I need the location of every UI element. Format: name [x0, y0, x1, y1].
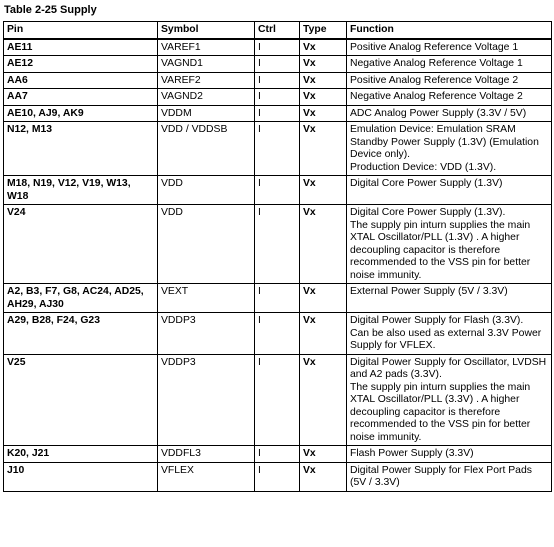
function-text: Digital Core Power Supply (1.3V) — [350, 178, 503, 189]
symbol-cell: VDDP3 — [158, 354, 255, 446]
ctrl-cell: I — [255, 89, 300, 106]
table-header — [4, 22, 552, 39]
function-cell — [347, 105, 552, 122]
pin-cell: V25 — [4, 354, 158, 446]
function-cell — [347, 72, 552, 89]
function-cell — [347, 122, 552, 176]
pin-cell: V24 — [4, 205, 158, 284]
function-text: Digital Power Supply for Flash (3.3V). — [350, 315, 524, 326]
function-text: Negative Analog Reference Voltage 1 — [350, 58, 523, 69]
pin-cell: K20, J21 — [4, 446, 158, 463]
type-cell: Vx — [300, 205, 347, 284]
function-cell — [347, 284, 552, 313]
pin-cell: AE10, AJ9, AK9 — [4, 105, 158, 122]
type-cell: Vx — [300, 72, 347, 89]
symbol-cell: VDDP3 — [158, 313, 255, 355]
function-text: External Power Supply (5V / 3.3V) — [350, 286, 508, 297]
ctrl-cell: I — [255, 354, 300, 446]
type-cell: Vx — [300, 122, 347, 176]
ctrl-cell: I — [255, 176, 300, 205]
table-row — [4, 122, 552, 176]
function-text: Digital Power Supply for Flex Port Pads (5V / 3.3V) — [350, 464, 532, 488]
symbol-cell: VFLEX — [158, 462, 255, 491]
symbol-cell: VDD / VDDSB — [158, 122, 255, 176]
symbol-cell: VEXT — [158, 284, 255, 313]
function-text: Digital Core Power Supply (1.3V). — [350, 207, 506, 218]
table-row — [4, 462, 552, 491]
pin-cell: N12, M13 — [4, 122, 158, 176]
symbol-cell: VAREF1 — [158, 39, 255, 56]
table-row — [4, 89, 552, 106]
function-text: Digital Power Supply for Oscillator, LVDSH and A2 pads (3.3V). — [350, 356, 547, 380]
function-cell — [347, 39, 552, 56]
function-cell — [347, 176, 552, 205]
ctrl-cell: I — [255, 122, 300, 176]
function-cell — [347, 89, 552, 106]
function-cell — [347, 354, 552, 446]
type-cell: Vx — [300, 105, 347, 122]
table-row — [4, 354, 552, 446]
column-header-pin: Pin — [4, 22, 158, 39]
ctrl-cell: I — [255, 446, 300, 463]
type-cell: Vx — [300, 354, 347, 446]
type-cell: Vx — [300, 284, 347, 313]
ctrl-cell: I — [255, 72, 300, 89]
symbol-cell: VDD — [158, 176, 255, 205]
function-text: Positive Analog Reference Voltage 1 — [350, 41, 519, 53]
ctrl-cell: I — [255, 39, 300, 56]
column-header-symbol: Symbol — [158, 22, 255, 39]
type-cell: Vx — [300, 39, 347, 56]
column-header-type: Type — [300, 22, 347, 39]
table-row — [4, 313, 552, 355]
function-text: Can be also used as external 3.3V Power Supply for VFLEX. — [350, 327, 542, 351]
symbol-cell: VAGND1 — [158, 56, 255, 73]
function-text: The supply pin inturn supplies the main XTAL Oscillator/PLL (1.3V) . A higher decoupling capacitor is therefore recommended to the VSS pin for better noise immunity. — [350, 219, 531, 281]
pin-cell: AA6 — [4, 72, 158, 89]
function-cell — [347, 446, 552, 463]
table-body — [4, 39, 552, 492]
table-row — [4, 284, 552, 313]
symbol-cell: VDD — [158, 205, 255, 284]
table-row — [4, 205, 552, 284]
ctrl-cell: I — [255, 205, 300, 284]
pin-cell: J10 — [4, 462, 158, 491]
pin-cell: AA7 — [4, 89, 158, 106]
pin-cell: AE12 — [4, 56, 158, 73]
function-text: Production Device: VDD (1.3V). — [350, 161, 497, 173]
function-text: ADC Analog Power Supply (3.3V / 5V) — [350, 107, 527, 119]
table-row — [4, 105, 552, 122]
function-text: Positive Analog Reference Voltage 2 — [350, 74, 519, 86]
pin-cell: A29, B28, F24, G23 — [4, 313, 158, 355]
symbol-cell: VAREF2 — [158, 72, 255, 89]
function-text: The supply pin inturn supplies the main XTAL Oscillator/PLL (3.3V) . A higher decoupling capacitor is therefore recommended to the VSS pin for better noise immunity. — [350, 381, 531, 443]
function-text: Emulation Device: Emulation SRAM Standby Power Supply (1.3V) (Emulation Device only). — [350, 124, 539, 160]
function-cell — [347, 56, 552, 73]
table-caption: Table 2-25 Supply — [4, 4, 97, 16]
ctrl-cell: I — [255, 284, 300, 313]
function-cell — [347, 462, 552, 491]
pin-cell: A2, B3, F7, G8, AC24, AD25, AH29, AJ30 — [4, 284, 158, 313]
type-cell: Vx — [300, 462, 347, 491]
type-cell: Vx — [300, 313, 347, 355]
type-cell: Vx — [300, 446, 347, 463]
table-row — [4, 176, 552, 205]
type-cell: Vx — [300, 176, 347, 205]
symbol-cell: VDDM — [158, 105, 255, 122]
symbol-cell: VAGND2 — [158, 89, 255, 106]
column-header-function: Function — [347, 22, 552, 39]
type-cell: Vx — [300, 89, 347, 106]
function-text: Negative Analog Reference Voltage 2 — [350, 91, 523, 102]
table-row — [4, 39, 552, 56]
function-text: Flash Power Supply (3.3V) — [350, 448, 474, 459]
pin-cell: M18, N19, V12, V19, W13, W18 — [4, 176, 158, 205]
column-header-ctrl: Ctrl — [255, 22, 300, 39]
supply-table — [3, 21, 552, 492]
function-cell — [347, 205, 552, 284]
function-cell — [347, 313, 552, 355]
type-cell: Vx — [300, 56, 347, 73]
ctrl-cell: I — [255, 105, 300, 122]
table-row — [4, 446, 552, 463]
table-row — [4, 72, 552, 89]
ctrl-cell: I — [255, 313, 300, 355]
symbol-cell: VDDFL3 — [158, 446, 255, 463]
ctrl-cell: I — [255, 462, 300, 491]
table-row — [4, 56, 552, 73]
ctrl-cell: I — [255, 56, 300, 73]
pin-cell: AE11 — [4, 39, 158, 56]
